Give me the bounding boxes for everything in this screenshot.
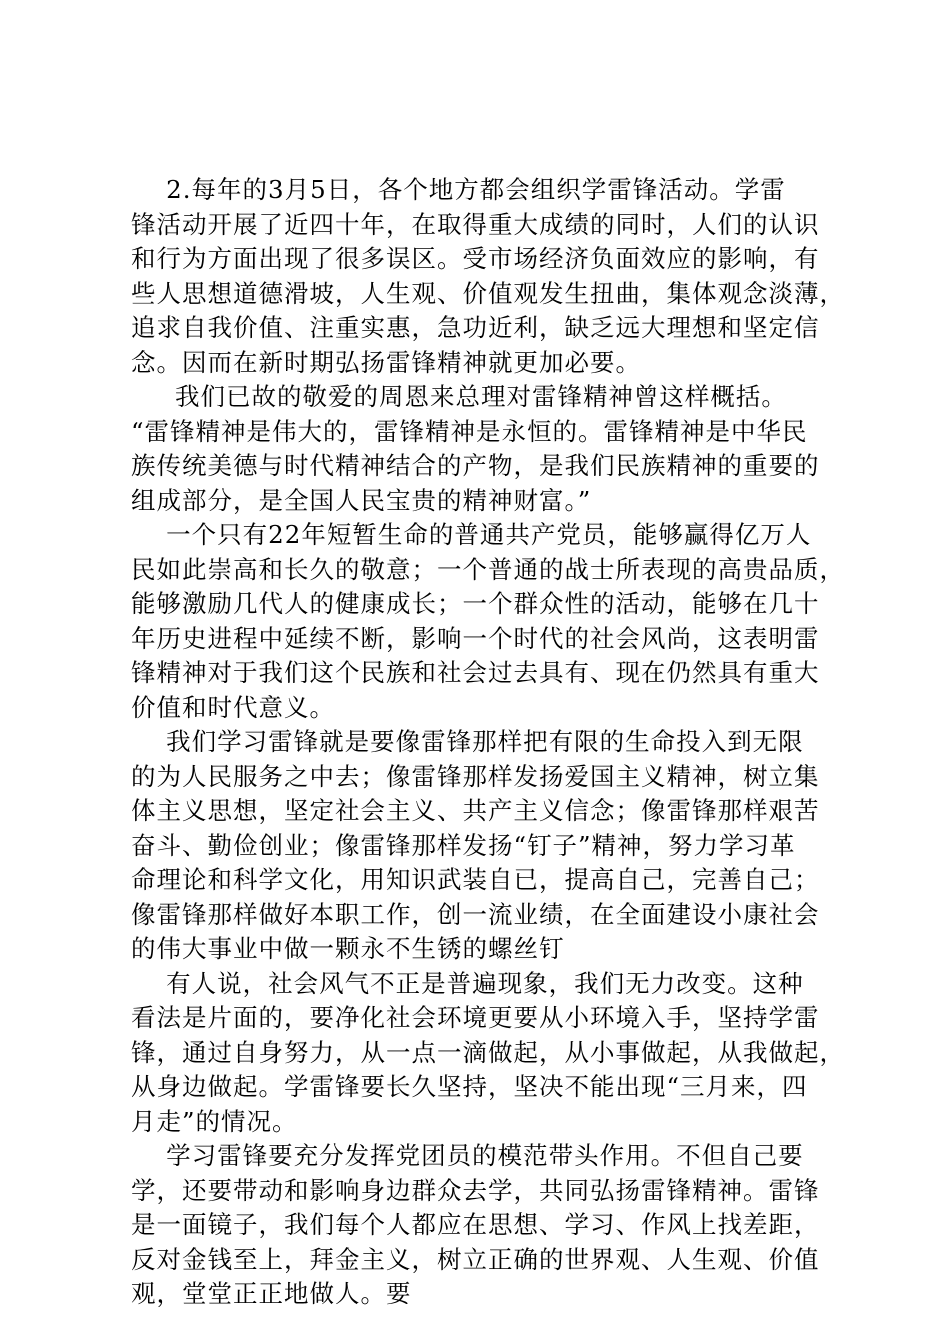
text-line: 奋斗、勤俭创业；像雷锋那样发扬“钉子”精神，努力学习革 <box>131 830 796 860</box>
text-line: 锋精神对于我们这个民族和社会过去具有、现在仍然具有重大 <box>131 658 820 687</box>
text-line: 价值和时代意义。 <box>131 692 335 722</box>
text-line: 组成部分，是全国人民宝贵的精神财富。” <box>131 485 592 515</box>
text-line: 锋活动开展了近四十年，在取得重大成绩的同时，人们的认识 <box>131 209 820 239</box>
paragraph-zhou-enlai-quote <box>131 380 836 518</box>
text-line: 学，还要带动和影响身边群众去学，共同弘扬雷锋精神。雷锋 <box>131 1175 820 1205</box>
text-line: 锋，通过自身努力，从一点一滴做起，从小事做起，从我做起， <box>131 1037 845 1067</box>
text-line: 反对金钱至上，拜金主义，树立正确的世界观、人生观、价值 <box>131 1244 820 1274</box>
paragraph-social-atmosphere <box>131 967 845 1140</box>
document-body <box>131 173 845 1312</box>
text-line: 追求自我价值、注重实惠，急功近利，缺乏远大理想和坚定信 <box>131 313 820 342</box>
text-line: 民如此崇高和长久的敬意；一个普通的战士所表现的高贵品质， <box>131 554 845 584</box>
paragraph-learn-from-leifeng <box>131 725 836 967</box>
text-line: 看法是片面的，要净化社会环境更要从小环境入手，坚持学雷 <box>131 1003 820 1032</box>
text-line: 体主义思想，坚定社会主义、共产主义信念；像雷锋那样艰苦 <box>131 796 820 825</box>
text-line: 一个只有22年短暂生命的普通共产党员，能够赢得亿万人 <box>131 520 812 549</box>
text-line: 有人说，社会风气不正是普遍现象，我们无力改变。这种 <box>131 968 804 998</box>
text-line: 和行为方面出现了很多误区。受市场经济负面效应的影响，有 <box>131 244 820 273</box>
text-line: 些人思想道德滑坡，人生观、价值观发生扭曲，集体观念淡薄， <box>131 278 845 308</box>
text-line: 月走”的情况。 <box>131 1106 298 1136</box>
text-line: 学习雷锋要充分发挥党团员的模范带头作用。不但自己要 <box>131 1141 804 1170</box>
text-line: 我们已故的敬爱的周恩来总理对雷锋精神曾这样概括。 <box>131 382 787 411</box>
text-line: 年历史进程中延续不断，影响一个时代的社会风尚，这表明雷 <box>131 623 820 653</box>
text-line: 族传统美德与时代精神结合的产物，是我们民族精神的重要的 <box>131 451 820 480</box>
text-line: 像雷锋那样做好本职工作，创一流业绩，在全面建设小康社会 <box>131 899 820 929</box>
text-line: 能够激励几代人的健康成长；一个群众性的活动，能够在几十 <box>131 589 820 618</box>
text-line: 从身边做起。学雷锋要长久坚持，坚决不能出现“三月来，四 <box>131 1072 808 1101</box>
paragraph-party-members-role <box>131 1139 836 1312</box>
text-line: 的为人民服务之中去；像雷锋那样发扬爱国主义精神，树立集 <box>131 761 820 791</box>
text-line: 是一面镜子，我们每个人都应在思想、学习、作风上找差距， <box>131 1210 820 1239</box>
text-line: 观，堂堂正正地做人。要 <box>131 1279 412 1308</box>
paragraph-leifeng-day <box>131 173 845 380</box>
paragraph-ordinary-party-member <box>131 518 845 725</box>
text-line: “雷锋精神是伟大的，雷锋精神是永恒的。雷锋精神是中华民 <box>131 416 808 446</box>
text-line: 命理论和科学文化，用知识武装自已，提高自己，完善自己； <box>131 865 820 894</box>
text-line: 2.每年的3月5日，各个地方都会组织学雷锋活动。学雷 <box>131 175 786 204</box>
text-line: 我们学习雷锋就是要像雷锋那样把有限的生命投入到无限 <box>131 727 804 756</box>
text-line: 的伟大事业中做一颗永不生锈的螺丝钉 <box>131 934 565 963</box>
text-line: 念。因而在新时期弘扬雷锋精神就更加必要。 <box>131 347 641 377</box>
